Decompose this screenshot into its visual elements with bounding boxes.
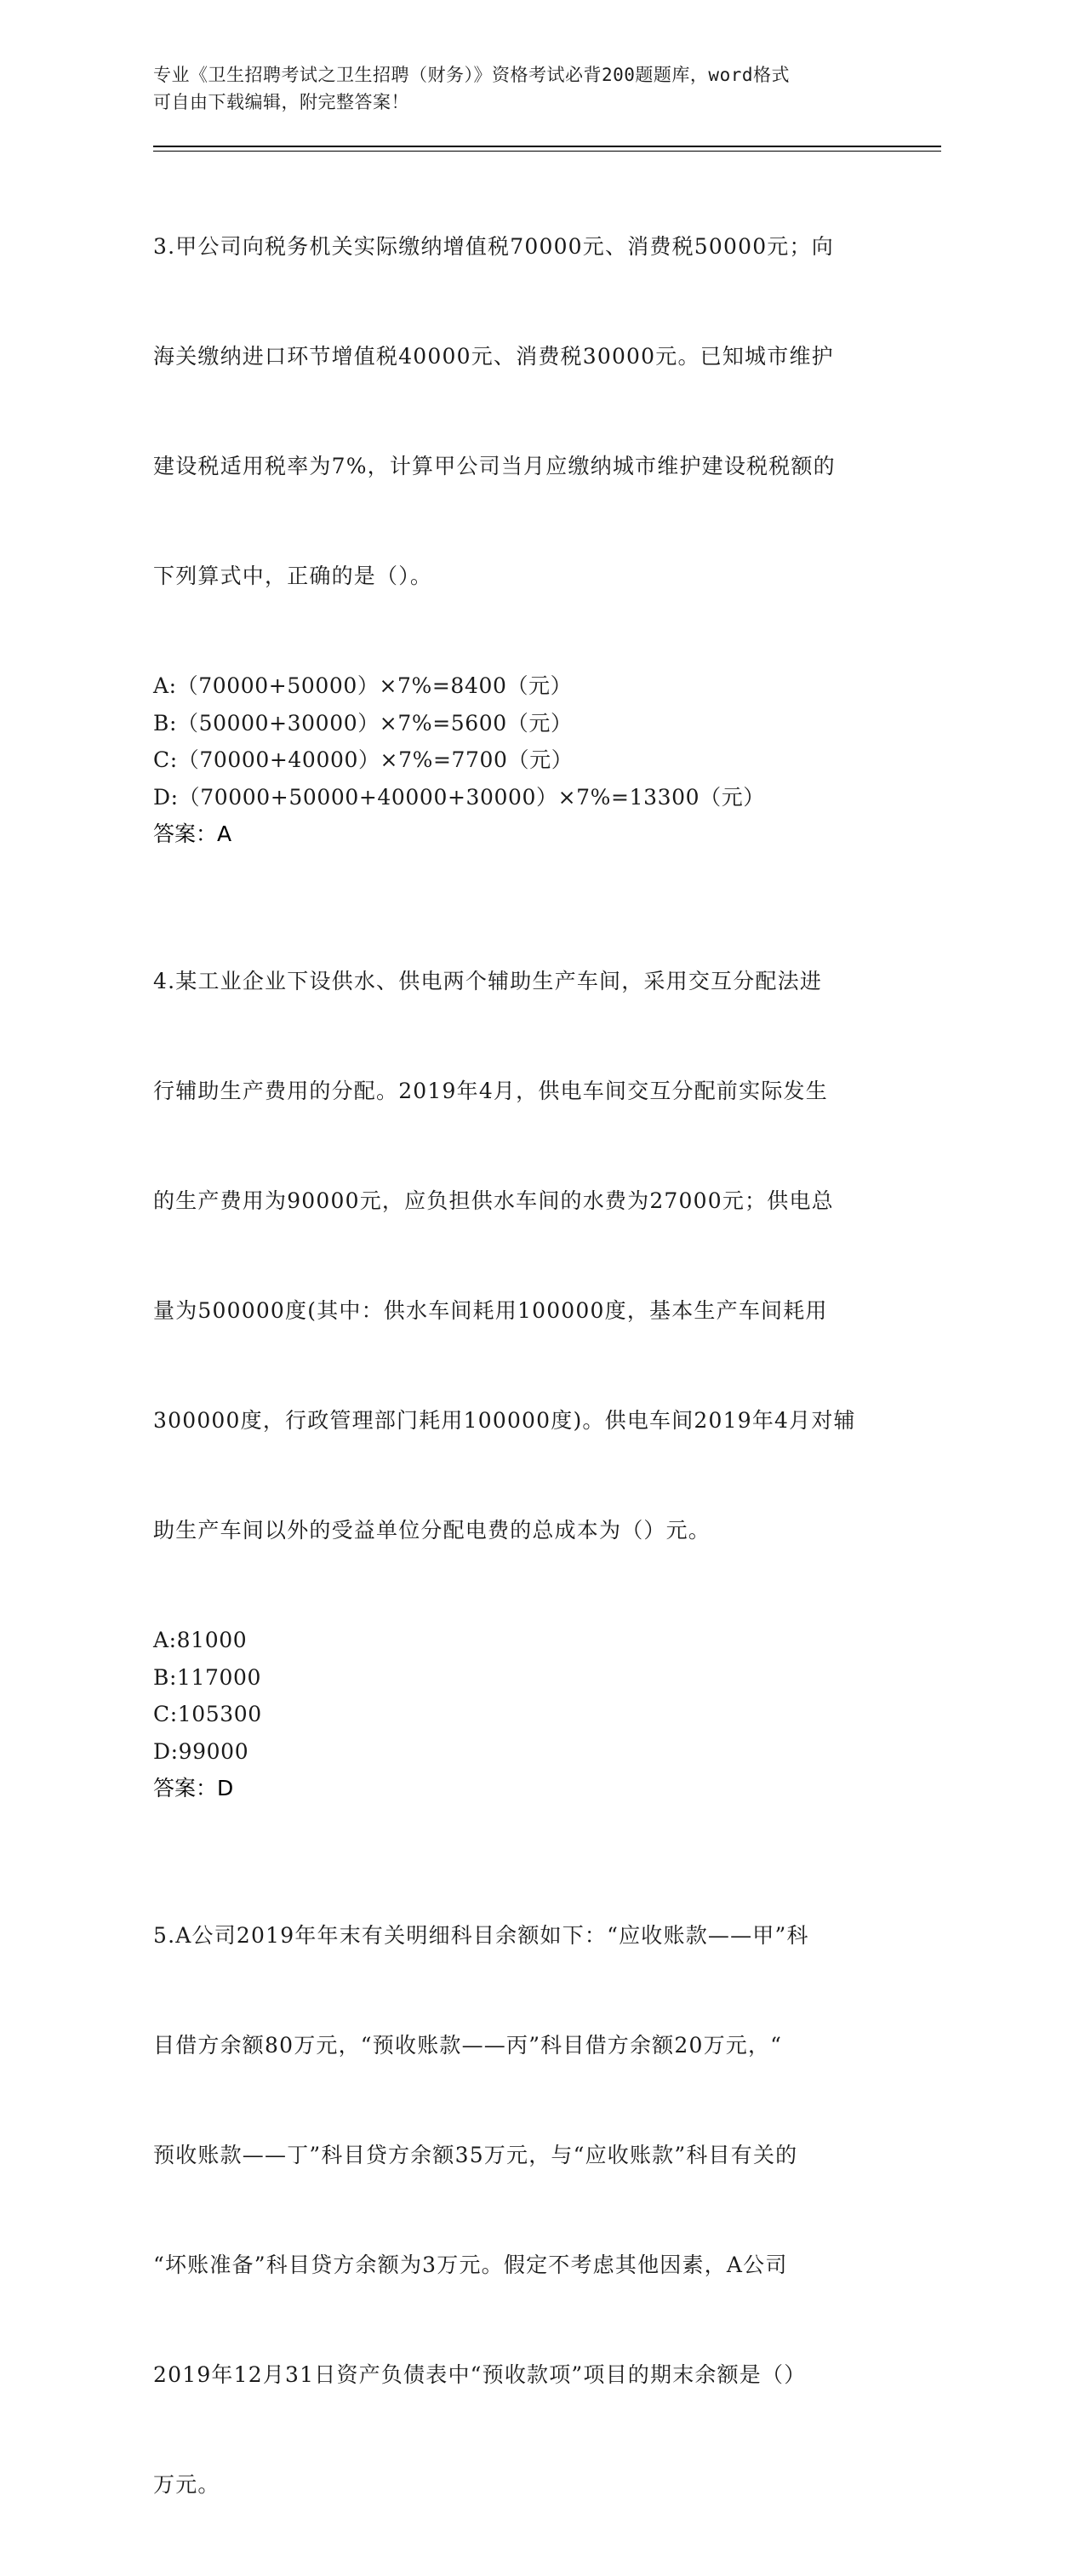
question-list bbox=[153, 155, 885, 2576]
stem-line: 的生产费用为90000元，应负担供水车间的水费为27000元；供电总 bbox=[153, 1188, 834, 1213]
stem-line: 2019年12月31日资产负债表中“预收款项”项目的期末余额是（） bbox=[153, 2362, 807, 2387]
question-stem bbox=[153, 155, 885, 667]
stem-line: 4.某工业企业下设供水、供电两个辅助生产车间，采用交互分配法进 bbox=[153, 969, 823, 993]
answer-label: 答案：D bbox=[153, 1776, 234, 1800]
option-c: C:105300 bbox=[153, 1702, 262, 1726]
question-stem bbox=[153, 890, 885, 1622]
stem-line: 量为500000度(其中：供水车间耗用100000度，基本生产车间耗用 bbox=[153, 1298, 828, 1323]
stem-line: “坏账准备”科目贷方余额为3万元。假定不考虑其他因素，A公司 bbox=[153, 2253, 788, 2277]
question-4 bbox=[153, 890, 885, 1806]
stem-line: 助生产车间以外的受益单位分配电费的总成本为（）元。 bbox=[153, 1518, 711, 1543]
stem-line: 万元。 bbox=[153, 2472, 220, 2497]
question-3 bbox=[153, 155, 885, 852]
question-5 bbox=[153, 1844, 885, 2576]
header-line-2: 可自由下载编辑，附完整答案！ bbox=[153, 92, 409, 112]
stem-line: 5.A公司2019年年末有关明细科目余额如下：“应收账款——甲”科 bbox=[153, 1923, 809, 1948]
option-d: D:（70000+50000+40000+30000）×7%=13300（元） bbox=[153, 784, 765, 810]
option-b: B:（50000+30000）×7%=5600（元） bbox=[153, 710, 573, 736]
answer-label: 答案：A bbox=[153, 821, 232, 846]
header-divider-thin bbox=[153, 151, 941, 152]
header-divider-thick bbox=[153, 146, 941, 147]
option-d: D:99000 bbox=[153, 1738, 249, 1764]
option-a: A:81000 bbox=[153, 1628, 248, 1652]
option-a: A:（70000+50000）×7%=8400（元） bbox=[153, 673, 573, 698]
stem-line: 预收账款——丁”科目贷方余额35万元，与“应收账款”科目有关的 bbox=[153, 2143, 798, 2167]
stem-line: 行辅助生产费用的分配。2019年4月，供电车间交互分配前实际发生 bbox=[153, 1079, 828, 1103]
option-c: C:（70000+40000）×7%=7700（元） bbox=[153, 747, 574, 772]
stem-line: 海关缴纳进口环节增值税40000元、消费税30000元。已知城市维护 bbox=[153, 344, 834, 369]
stem-line: 3.甲公司向税务机关实际缴纳增值税70000元、消费税50000元；向 bbox=[153, 234, 834, 259]
stem-line: 建设税适用税率为7%，计算甲公司当月应缴纳城市维护建设税税额的 bbox=[153, 454, 836, 478]
stem-line: 300000度，行政管理部门耗用100000度)。供电车间2019年4月对辅 bbox=[153, 1408, 856, 1433]
stem-line: 下列算式中，正确的是（）。 bbox=[153, 564, 433, 588]
header-line-1: 专业《卫生招聘考试之卫生招聘（财务）》资格考试必背200题题库，word格式 bbox=[153, 65, 790, 85]
option-b: B:117000 bbox=[153, 1664, 262, 1690]
question-spacer bbox=[153, 1806, 885, 1844]
stem-line: 目借方余额80万元，“预收账款——丙”科目借方余额20万元，“ bbox=[153, 2033, 783, 2058]
document-header bbox=[153, 61, 919, 116]
question-spacer bbox=[153, 852, 885, 890]
question-stem bbox=[153, 1844, 885, 2576]
